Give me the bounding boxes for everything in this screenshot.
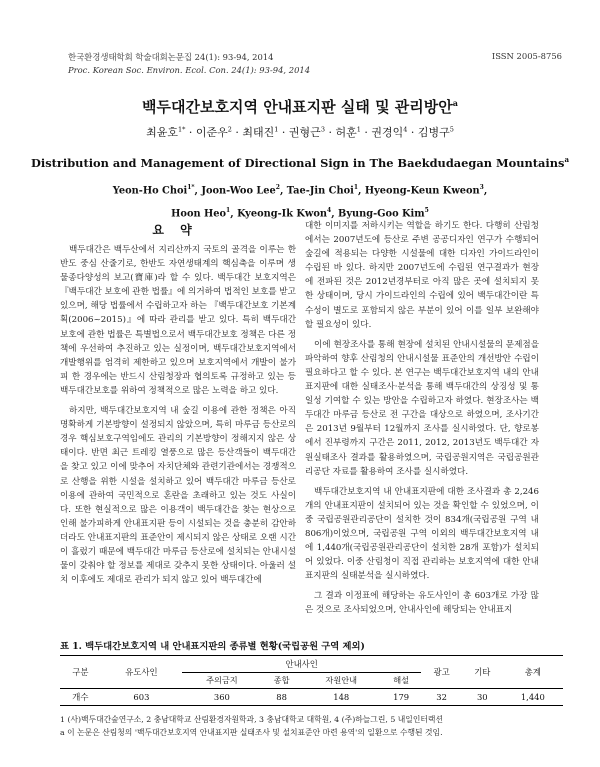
body-paragraph: 대한 이미지를 저하시키는 역할을 하기도 한다. 다행히 산림청에서는 2007년도에 등산로 주변 공공디자인 연구가 수행되어 숲길에 적용되는 다양한 시설물에 대한 디자인 가이드라인이 수립된 바 있다. 하지만 2007년도에 수립된 연구결과가 현장에 전파된 것은 2012년경부터로 아직 많은 곳에 설치되지 못한 상태이며, 당시 가이드라인의 수립에 있어 백두대간이란 특수성이 별도로 포함되지 않은 부분이 있어 이를 일부 보완해야 할 필요성이 있다. [305,221,539,330]
footnotes [60,713,565,739]
table-cell: 360 [182,689,262,706]
author-en: Hyeong-Keun Kweon [364,185,480,197]
author-en: Yeon-Ho Choi [112,185,188,197]
table-cell: 148 [301,689,381,706]
abstract-heading: 요 약 [152,223,198,237]
column-header: 기타 [462,656,503,689]
table-cell: 1,440 [503,689,563,706]
table-caption: 표 1. 백두대간보호지역 내 안내표지판의 종류별 현황(국립공원 구역 제외) [60,641,365,652]
author-ko: 권경익 [371,126,404,139]
author-en: Byung-Goo Kim [338,208,425,220]
column-header: 자원안내 [325,675,358,685]
column-header: 종합 [273,675,290,685]
journal-citation-en: Proc. Korean Soc. Environ. Ecol. Con. 24(1): 93-94, 2014 [68,65,311,75]
author-ko: 최태진 [242,126,275,139]
table-cell: 603 [101,689,182,706]
column-header: 광고 [421,656,462,689]
author-ko: 권형근 [288,126,321,139]
body-paragraph: 그 결과 이정표에 해당하는 유도사인이 총 603개로 가장 많은 것으로 조사되었으며, 안내사인에 해당되는 안내표지 [305,591,539,616]
table-row [60,689,563,706]
author-ko: 김병구 [417,126,450,139]
author-ko: 최윤호 [146,126,178,139]
paper-title-ko: 백두대간보호지역 안내표지판 실태 및 관리방안$^a$ [142,98,458,116]
right-column [305,219,539,624]
column-header: 해설 [393,675,410,685]
left-column [60,243,296,593]
body-paragraph: 백두대간은 백두산에서 지리산까지 국토의 골격을 이루는 한반도 중심 산줄기로, 한반도 자연생태계의 핵심축을 이루며 생물종다양성의 보고(寶庫)라 할 수 있다. 백두대간 보호지역은 『백두대간 보호에 관한 법률』에 의거하여 법적인 보호를 받고 있으며, 해당 법률에서 수립하고자 하는 『백두대간보호 기본계획(2006~2015)』에 따라 관리를 받고 있다. 특히 백두대간 보호에 관한 법률은 특별법으로서 백두대간보호 정책은 다른 정책에 우선하여 추진하고 있는 실정이며, 백두대간보호지역에서 개발행위를 엄격히 제한하고 있으며 보호지역에서 개발이 불가피 한 경우에는 반드시 산림청장과 협의토록 규정하고 있는 등 백두대간보호를 위하여 정책적으로 많은 노력을 하고 있다. [60,245,296,396]
issn: ISSN 2005-8756 [491,51,562,61]
author-list-en: Yeon-Ho Choi$^{1*}$, Joon-Woo Lee$^2$, Tae-Jin Choi$^1$, Hyeong-Keun Kweon$^3$, Hoon Heo$^1$, Kyeong-Ik Kwon$^4$, Byung-Goo Kim$^5$ [112,184,488,220]
signage-table [60,638,565,706]
body-paragraph: 하지만, 백두대간보호지역 내 숲길 이용에 관한 정책은 아직 명확하게 기본방향이 설정되지 않았으며, 특히 마루금 등산로의 경우 핵심보호구역임에도 관리의 기본방향이 정해지지 않은 상태이다. 반면 최근 트레킹 열풍으로 많은 등산객들이 백두대간을 찾고 있고 이에 맞추어 자치단체와 관련기관에서는 경쟁적으로 산행을 위한 시설을 설치하고 있어 백두대간 마루금 등산로 이용에 관하여 국민적으로 혼란을 초래하고 있는 것도 사실이다. 또한 현실적으로 많은 이용객이 백두대간을 찾는 현상으로 인해 불가피하게 안내표지판 등이 시설되는 것을 충분히 감안하더라도 안내표지판의 표준안이 제시되지 않은 상태로 오랜 시간이 흘렀기 때문에 백두대간 마루금 등산로에 설치되는 안내시설물이 갖춰야 할 정보를 제대로 갖추지 못한 상태이다. 아울러 설치 이후에도 제대로 관리가 되지 않고 있어 백두대간에 [60,406,296,586]
funding-footnote: a 이 논문은 산림청의 '백두대간보호지역 안내표지판 실태조사 및 설치표준안 마련 용역'의 일환으로 수행된 것임. [60,728,443,737]
table-cell: 179 [381,689,421,706]
table-cell: 88 [262,689,302,706]
table-cell: 30 [462,689,503,706]
data-table [60,655,563,706]
table-cell: 32 [421,689,462,706]
author-list-ko: 최윤호$^{1*}$ · 이준우$^2$ · 최태진$^1$ · 권형근$^3$ · 허훈$^1$ · 권경익$^4$ · 김병구$^5$ [146,125,454,139]
author-en: Joon-Woo Lee [201,185,276,197]
column-header: 주의금지 [206,675,238,685]
author-ko: 허훈 [335,126,357,139]
journal-citation [68,51,310,77]
column-header: 총계 [503,656,563,689]
column-header: 유도사인 [101,656,182,689]
affiliation-footnote: 1 (사)백두대간숲연구소, 2 충남대학교 산림환경자원학과, 3 충남대학교 대학원, 4 (주)하늘그린, 5 내일인터랙션 [60,715,443,724]
paper-title-en: Distribution and Management of Directional Sign in The Baekdudaegan Mountains$^a$ [30,155,569,170]
author-en: Hoon Heo [171,208,227,220]
author-ko: 이준우 [195,126,228,139]
author-en: Tae-Jin Choi [286,185,354,197]
group-header: 안내사인 [182,656,421,673]
row-label: 개수 [60,689,101,706]
column-header: 구분 [60,656,101,689]
author-en: Kyeong-Ik Kwon [237,208,328,220]
journal-citation-ko: 한국환경생태학회 학술대회논문집 24(1): 93-94, 2014 [68,52,274,62]
body-paragraph: 이에 현장조사를 통해 현장에 설치된 안내시설물의 문제점을 파악하여 향후 산림청의 안내시설물 표준안의 개선방안 수립이 필요하다고 할 수 있다. 본 연구는 백두대간보호지역 내의 안내표지판에 대한 실태조사·분석을 통해 백두대간의 상징성 및 통일성 기여할 수 있는 방안을 수립하고자 하였다. 현장조사는 백두대간 마루금 등산로 전 구간을 대상으로 하였으며, 조사기간은 2013년 9월부터 12월까지 조사를 실시하였다. 단, 향로봉에서 진부령까지 구간은 2011, 2012, 2013년도 백두대간 자원실태조사 결과를 활용하였으며, 국립공원지역은 국립공원관리공단 자료를 활용하여 조사를 실시하였다. [305,339,539,477]
body-paragraph: 백두대간보호지역 내 안내표지판에 대한 조사결과 총 2,246개의 안내표지판이 설치되어 있는 것을 확인할 수 있었으며, 이중 국립공원관리공단이 설치한 것이 834개(국립공원 구역 내 806개)이었으며, 국립공원 구역 이외의 백두대간보호지역 내에 1,440개(국립공원관리공단이 설치한 28개 포함)가 설치되어 있었다. 이중 산림청이 직접 관리하는 보호지역에 대한 안내표지판의 실태분석을 실시하였다. [305,486,539,582]
